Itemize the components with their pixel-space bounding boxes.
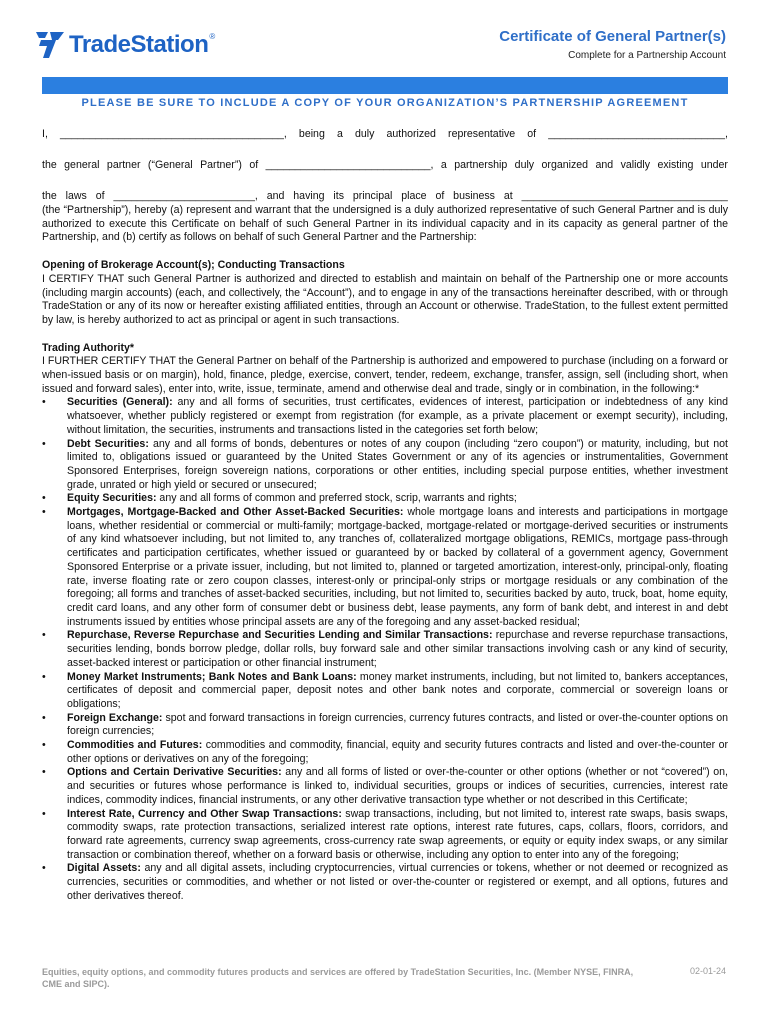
intro-word: (“General xyxy=(147,159,193,171)
page-title: Certificate of General Partner(s) xyxy=(499,28,726,45)
intro-word: Partner”) xyxy=(200,159,242,171)
page-subtitle: Complete for a Partnership Account xyxy=(568,50,726,61)
intro-word: being xyxy=(298,128,325,140)
intro-word: of xyxy=(435,190,445,202)
authority-item-term: Digital Assets: xyxy=(67,862,141,875)
intro-word: ___________________________________ xyxy=(521,190,728,202)
intro-word: and xyxy=(595,159,614,171)
intro-word: place xyxy=(401,190,427,202)
intro-word: ______________________________________, xyxy=(59,128,287,140)
logo-text: TradeStation xyxy=(69,31,209,58)
authority-item-desc: money market instruments, including, but not limited to, bankers acceptances, certificates of deposit and commercial paper, deposit notes and other bank notes and corporate, commercial or sovereign loans or obligations; xyxy=(67,670,728,710)
intro-word: partnership xyxy=(454,159,508,171)
section-text-trading-authority: I FURTHER CERTIFY THAT the General Partner on behalf of the Partnership is authorized and empowered to purchase (including on a forward or when-issued basis or on margin), hold, finance, pledge, exercise, convert, tender, redeem, exchange, transfer, assign, sell (including short, when issued and forward sales), enter into, write, issue, terminate, amend and otherwise deal and trade, singly or in combination, in the following:* xyxy=(42,355,728,395)
intro-word: duly xyxy=(514,159,535,171)
authority-item-term: Securities (General): xyxy=(67,396,173,409)
section-text-accounts: I CERTIFY THAT such General Partner is authorized and directed to establish and maintain on behalf of the Partnership one or more accounts (including margin accounts) (each, and collectively, the “Account”), and to engage in any of the transactions hereinafter described, with or through TradeStation or any of its now or hereafter existing affiliated entities, through an Account or otherwise. TradeStation, to the fullest extent permitted by law, is hereby authorized to act as principal or agent in such transactions. xyxy=(42,272,728,326)
authority-item-desc: any and all forms of securities, trust certificates, evidences of interest, participation or indebtedness of any kind whatsoever, whether publicly registered or exempt from registration (for example, as a private placement or exempt security), including, without limitation, the securities, instruments and transactions listed in the categories set forth below; xyxy=(67,396,728,436)
authority-item xyxy=(42,671,728,712)
authority-item xyxy=(42,862,728,903)
authority-item xyxy=(42,808,728,863)
authority-item-desc: whole mortgage loans and interests and participations in mortgage loans, whether residential or commercial or multi-family; mortgage-backed, mortgage-related or mortgage-derived securities or instruments of any kind whatsoever including, but not limited to, any tranches of, collateralized mortgage obligations, REMICs, mortgage pass-through certificates and participation certificates, whether issued or guaranteed by or backed by collateral of a government agency, Government Sponsored Enterprise or a private issuer, including, but not limited to, planned or targeted amortization, interest-only, principal-only, floating rate, inverse floating rate or zero coupon classes, interest-only or principal-only strips or mortgage residuals or any combination of the foregoing; all forms and tranches of asset-backed securities, including, but not limited to, securities backed by auto, truck, boat, home equity, credit card loans, and any other form of consumer debt or business debt, lease payments, any form of bank debt, and interest in and debt instruments issued by entities whose principal assets are any of the foregoing and any asset-backed residual; xyxy=(67,506,729,628)
notice-banner: PLEASE BE SURE TO INCLUDE A COPY OF YOUR ORGANIZATION’S PARTNERSHIP AGREEMENT xyxy=(81,97,689,109)
authority-item xyxy=(42,739,728,766)
intro-word: organized xyxy=(541,159,589,171)
intro-line-2 xyxy=(42,159,728,173)
intro-word: a xyxy=(440,159,447,171)
authority-item-desc: commodities and commodity, financial, equity and security futures contracts and listed and over-the-counter or other options or derivatives on any of the foregoing; xyxy=(67,739,728,765)
authority-item-term: Money Market Instruments; Bank Notes and Bank Loans: xyxy=(67,670,357,683)
intro-word: at xyxy=(503,190,513,202)
intro-word: principal xyxy=(352,190,393,202)
intro-paragraph: (the “Partnership”), hereby (a) represent and warrant that the undersigned is a duly authorized representative of such General Partner and is duly authorized to execute this Certificate on behalf of such General Partner in its individual capacity and in its capacity as general partner of the Partnership, and (b) certify as follows on behalf of such General Partner and the Partnership: xyxy=(42,204,728,244)
intro-word: duly xyxy=(354,128,375,140)
intro-line-1 xyxy=(42,128,728,142)
authority-item-term: Options and Certain Derivative Securities: xyxy=(67,766,282,779)
intro-word: ______________________________, xyxy=(548,128,728,140)
intro-word: a xyxy=(336,128,343,140)
authority-item-desc: any and all digital assets, including cryptocurrencies, virtual currencies or tokens, whether or not deemed or recognized as currencies, securities or commodities, and whether or not listed or over-the-counter or registered or exempt, and all options, futures and other derivatives thereof. xyxy=(67,862,728,902)
authority-list xyxy=(42,396,728,903)
authority-item xyxy=(42,396,728,437)
authority-item-term: Mortgages, Mortgage-Backed and Other Asset-Backed Securities: xyxy=(67,506,404,519)
intro-word: representative xyxy=(448,128,516,140)
intro-word: the xyxy=(42,159,57,171)
intro-word: under xyxy=(700,159,728,171)
intro-word: ____________________________, xyxy=(265,159,434,171)
tradestation-logo xyxy=(36,30,215,60)
intro-word: having xyxy=(293,190,325,202)
authority-item xyxy=(42,438,728,493)
section-heading-accounts: Opening of Brokerage Account(s); Conducting Transactions xyxy=(42,259,345,272)
intro-word: laws xyxy=(65,190,87,202)
intro-word: of xyxy=(527,128,537,140)
authority-item-desc: any and all forms of common and preferred stock, scrip, warrants and rights; xyxy=(156,492,517,505)
header-bar xyxy=(42,77,728,94)
intro-word: partner xyxy=(106,159,141,171)
authority-item-term: Commodities and Futures: xyxy=(67,739,203,752)
intro-word: existing xyxy=(657,159,694,171)
authority-item-term: Equity Securities: xyxy=(67,492,157,505)
authority-item-desc: repurchase and reverse repurchase transactions, securities lending, bonds borrow pledge, dollar rolls, buy forward sale and other similar transactions involving cash or any kind of security, asset-backed interest or participation or other financial instrument; xyxy=(67,629,728,669)
intro-word: general xyxy=(64,159,100,171)
authority-item-desc: spot and forward transactions in foreign currencies, currency futures contracts, and listed or over-the-counter options on foreign currencies; xyxy=(67,711,729,738)
intro-word: business xyxy=(453,190,495,202)
intro-word: the xyxy=(42,190,57,202)
intro-word: authorized xyxy=(386,128,436,140)
authority-item xyxy=(42,506,728,629)
intro-word: and xyxy=(266,190,285,202)
authority-item-desc: any and all forms of bonds, debentures or notes of any coupon (including “zero coupon”) or maturity, including, but not limited to, obligations issued or guaranteed by the United States Government or any of its agencies or instrumentalities, Government Sponsored Enterprises, foreign sovereign nations, corporations or other entities, including special purpose entities, whether investment grade, unrated or high yield or secured or unsecured; xyxy=(67,437,728,491)
tradestation-mark-icon xyxy=(36,30,64,60)
authority-item xyxy=(42,492,728,506)
intro-word: validly xyxy=(620,159,651,171)
document-body xyxy=(42,128,728,903)
authority-item xyxy=(42,766,728,807)
intro-word: its xyxy=(333,190,344,202)
authority-item xyxy=(42,712,728,739)
authority-item xyxy=(42,629,728,670)
footer-date: 02-01-24 xyxy=(689,966,726,976)
intro-line-3 xyxy=(42,190,728,204)
authority-item-term: Repurchase, Reverse Repurchase and Securities Lending and Similar Transactions: xyxy=(67,629,493,642)
authority-item-term: Interest Rate, Currency and Other Swap Transactions: xyxy=(67,807,342,820)
footer-disclaimer: Equities, equity options, and commodity futures products and services are offered by TradeStation Securities, Inc. (Member NYSE, FINRA, CME and SIPC). xyxy=(42,967,634,989)
authority-item-term: Foreign Exchange: xyxy=(67,711,163,724)
intro-word: ________________________, xyxy=(113,190,258,202)
section-heading-trading-authority: Trading Authority* xyxy=(42,341,135,354)
authority-item-desc: any and all forms of listed or over-the-counter or other options (whether or not “covered”) on, and securities or futures whose performance is linked to, individual securities, groups or indices of securities, currencies, interest rate indices, commodity indices, financial instruments, or any other derivative transaction type whether or not described in this Certificate; xyxy=(67,766,729,806)
header-title-block xyxy=(499,28,726,61)
intro-word: I, xyxy=(42,128,48,140)
logo-registered-mark: ® xyxy=(209,31,216,41)
authority-item-desc: swap transactions, including, but not limited to, interest rate swaps, basis swaps, commodity swaps, rate protection transactions, serialized interest rate options, interest rate futures, caps, collars, floors, corridors, and forward rate agreements, currency swap agreements, cross-currency rate swap agreements, or equity or equity index swaps, or any similar transaction or combination thereof, whether on a forward basis or otherwise, including any option to enter into any of the foregoing; xyxy=(67,807,728,861)
intro-word: of xyxy=(95,190,105,202)
intro-word: of xyxy=(249,159,259,171)
authority-item-term: Debt Securities: xyxy=(67,437,149,450)
